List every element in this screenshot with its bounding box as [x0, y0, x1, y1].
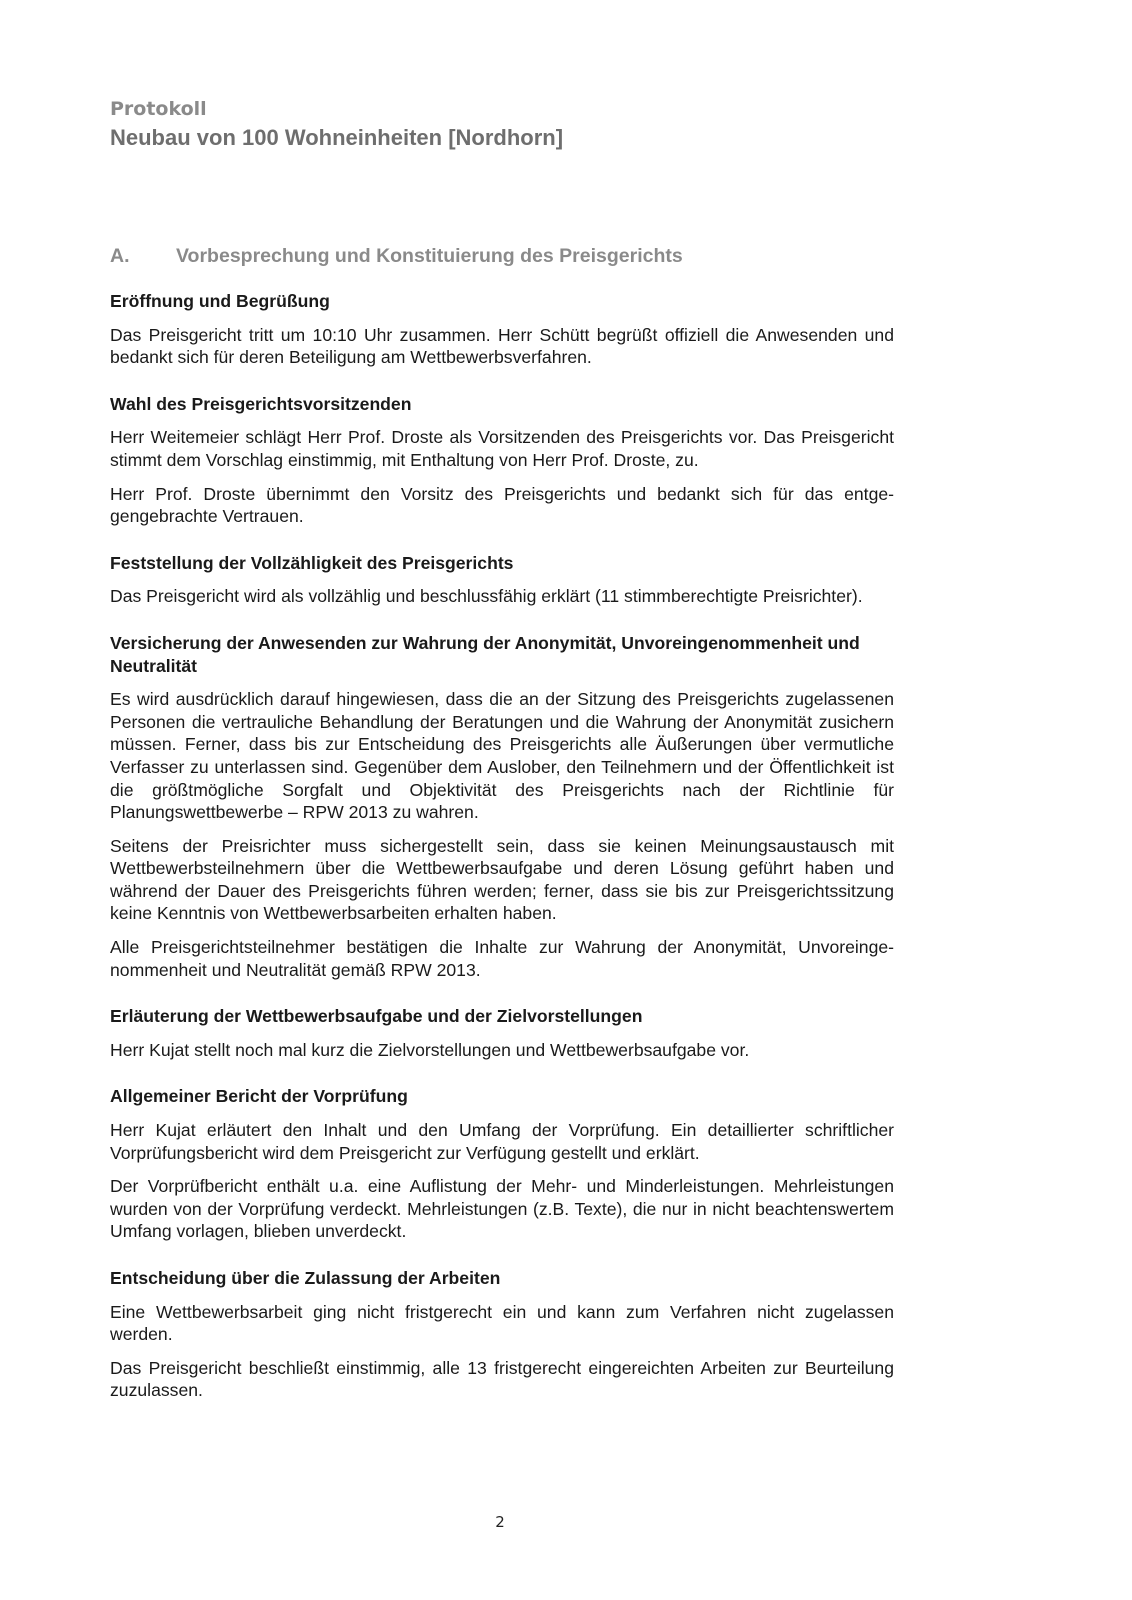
- block-heading: Feststellung der Vollzähligkeit des Preisgerichts: [110, 552, 514, 573]
- paragraph: Seitens der Preisrichter muss sichergestellt sein, dass sie keinen Meinungsaustausch mit Wettbewerbsteilnehmern über die Wettbewerbsaufgabe und deren Lösung geführt haben und während der Dauer des Preisgerichts führen werden; ferner, dass sie bis zur Preisgerichtssitzung keine Kenntnis von Wettbewerbsarbeiten erhalten haben.: [110, 835, 894, 924]
- section-letter: A.: [110, 245, 130, 267]
- block-heading: Eröffnung und Begrüßung: [110, 291, 330, 311]
- block-heading: Versicherung der Anwesenden zur Wahrung der Anonymität, Unvoreingenommenheit und Neutralität: [110, 632, 860, 676]
- block-heading: Entscheidung über die Zulassung der Arbeiten: [110, 1268, 501, 1288]
- paragraph: Herr Prof. Droste übernimmt den Vorsitz des Preisgerichts und bedankt sich für das entgegengebrachte Vertrauen.: [110, 483, 894, 527]
- paragraph: Der Vorprüfbericht enthält u.a. eine Auflistung der Mehr- und Minderleistungen. Mehrleistungen wurden von der Vorprüfung verdeckt. Mehrleistungen (z.B. Texte), die nur in nicht beachtenswertem Umfang vorlagen, blieben unverdeckt.: [110, 1176, 894, 1242]
- paragraph: Herr Weitemeier schlägt Herr Prof. Droste als Vorsitzenden des Preisgerichts vor. Das Preisgericht stimmt dem Vorschlag einstimmig, mit Enthaltung von Herr Prof. Droste, zu.: [110, 427, 894, 470]
- paragraph: Herr Kujat erläutert den Inhalt und den Umfang der Vorprüfung. Ein detaillierter schriftlicher Vorprüfungsbericht wird dem Preisgericht zur Verfügung gestellt und erklärt.: [110, 1120, 894, 1163]
- document-type-label: Protokoll: [110, 98, 207, 120]
- block-heading: Allgemeiner Bericht der Vorprüfung: [110, 1086, 408, 1107]
- document-body: [110, 290, 894, 1413]
- paragraph: Herr Kujat stellt noch mal kurz die Zielvorstellungen und Wettbewerbsaufgabe vor.: [110, 1039, 750, 1060]
- paragraph: Es wird ausdrücklich darauf hingewiesen, dass die an der Sitzung des Preisgerichts zugelassenen Personen die vertrauliche Behandlung der Beratungen und die Wahrung der Anonymität zusichern müssen. Ferner, dass bis zur Entscheidung des Preisgerichts alle Äußerungen über vermutliche Verfasser zu unterlassen sind. Gegenüber dem Auslober, den Teilnehmern und der Öffentlichkeit ist die größtmögliche Sorgfalt und Objektivität des Preisgerichts nach der Richtlinie für Planungswettbewerbe – RPW 2013 zu wahren.: [110, 689, 894, 823]
- paragraph: Das Preisgericht wird als vollzählig und beschlussfähig erklärt (11 stimmberechtigte Preisrichter).: [110, 586, 863, 607]
- paragraph: Das Preisgericht beschließt einstimmig, alle 13 fristgerecht eingereichten Arbeiten zur Beurteilung zuzulassen.: [110, 1357, 894, 1401]
- section-title: Vorbesprechung und Konstituierung des Preisgerichts: [176, 245, 683, 267]
- block-task-explanation: [110, 1005, 894, 1061]
- block-heading: Wahl des Preisgerichtsvorsitzenden: [110, 393, 412, 414]
- page-number: 2: [495, 1513, 505, 1531]
- paragraph: Das Preisgericht tritt um 10:10 Uhr zusammen. Herr Schütt begrüßt offiziell die Anwesenden und bedankt sich für deren Beteiligung am Wettbewerbsverfahren.: [110, 324, 894, 368]
- block-opening: [110, 290, 894, 369]
- block-admission: [110, 1267, 894, 1402]
- block-quorum: [110, 552, 894, 608]
- block-heading: Erläuterung der Wettbewerbsaufgabe und der Zielvorstellungen: [110, 1006, 643, 1027]
- block-chair-election: [110, 393, 894, 528]
- paragraph: Alle Preisgerichtsteilnehmer bestätigen die Inhalte zur Wahrung der Anonymität, Unvoreingenommenheit und Neutralität gemäß RPW 2013.: [110, 937, 894, 980]
- block-anonymity: [110, 632, 894, 981]
- block-preliminary-report: [110, 1085, 894, 1243]
- section-heading: [110, 245, 683, 268]
- document-title: Neubau von 100 Wohneinheiten [Nordhorn]: [110, 125, 564, 150]
- paragraph: Eine Wettbewerbsarbeit ging nicht fristgerecht ein und kann zum Verfahren nicht zugelassen werden.: [110, 1301, 894, 1345]
